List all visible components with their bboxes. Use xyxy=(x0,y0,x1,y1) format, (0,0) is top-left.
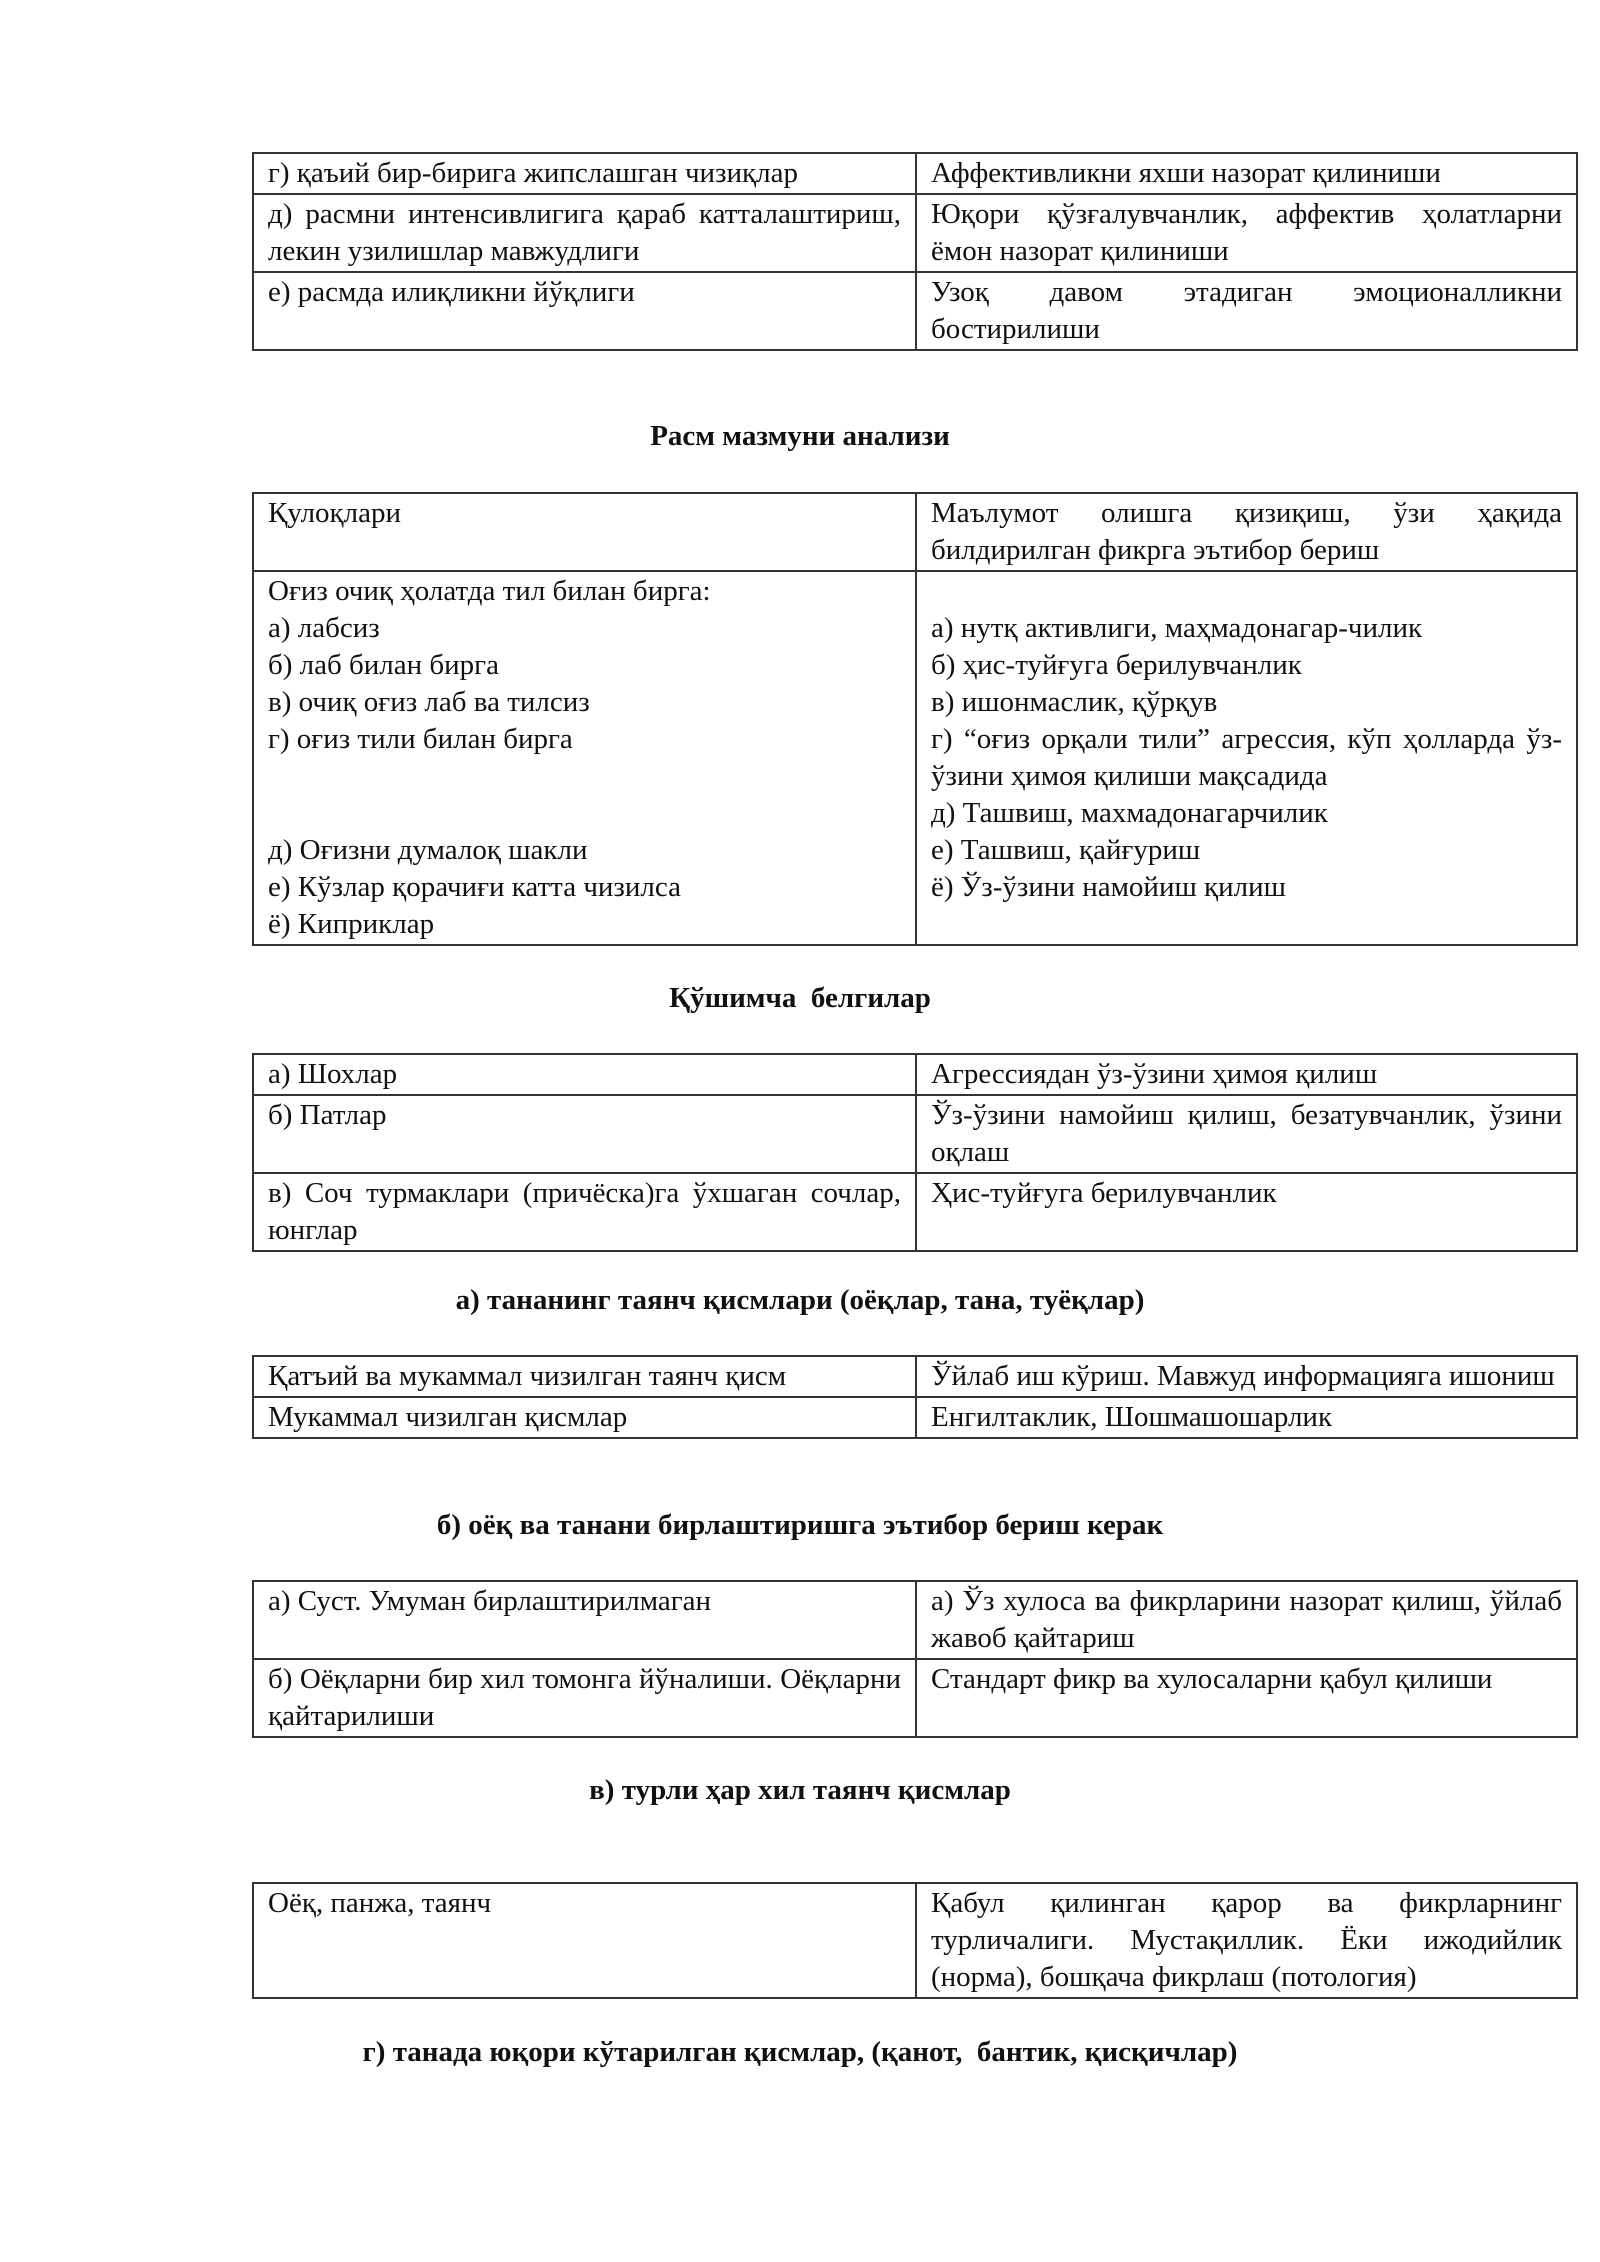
interpretation-table-lines xyxy=(252,152,1578,351)
section-heading: б) оёқ ва танани бирлаштиришга эътибор бериш керак xyxy=(436,1509,1164,1541)
cell-line: а) нутқ активлиги, маҳмадонагар-чилик xyxy=(931,612,1423,644)
table-cell: Маълумот олишга қизиқиш, ўзи ҳақида билдирилган фикрга эътибор бериш xyxy=(916,493,1577,571)
cell-line: г) оғиз тили билан бирга xyxy=(268,723,573,755)
various-support-parts-table xyxy=(252,1882,1578,1999)
support-parts-table xyxy=(252,1355,1578,1439)
section-heading: Расм мазмуни анализи xyxy=(650,420,950,452)
table-cell: д) расмни интенсивлигига қараб катталаштириш, лекин узилишлар мавжудлиги xyxy=(253,194,916,272)
table-cell: а) Суст. Умуман бирлаштирилмаган xyxy=(253,1581,916,1659)
table-cell-mouth-meanings xyxy=(916,571,1577,945)
table-cell: Ҳис-туйғуга берилувчанлик xyxy=(916,1173,1577,1251)
table-cell: Қатъий ва мукаммал чизилган таянч қисм xyxy=(253,1356,916,1397)
table-row xyxy=(253,493,1577,571)
table-row xyxy=(253,1356,1577,1397)
cell-line: е) Кўзлар қорачиғи катта чизилса xyxy=(268,871,681,903)
table-cell: Агрессиядан ўз-ўзини ҳимоя қилиш xyxy=(916,1054,1577,1095)
table-cell: Ўйлаб иш кўриш. Мавжуд информацияга ишониш xyxy=(916,1356,1577,1397)
section-heading: Қўшимча белгилар xyxy=(669,982,931,1014)
cell-line: в) очиқ оғиз лаб ва тилсиз xyxy=(268,686,590,718)
section-heading: г) танада юқори кўтарилган қисмлар, (қанот, бантик, қисқичлар) xyxy=(362,2036,1238,2068)
cell-line: ё) Ўз-ўзини намойиш қилиш xyxy=(931,871,1286,903)
cell-line: Оғиз очиқ ҳолатда тил билан бирга: xyxy=(268,575,711,607)
cell-line: д) Оғизни думалоқ шакли xyxy=(268,834,588,866)
table-row xyxy=(253,1173,1577,1251)
table-row xyxy=(253,1659,1577,1737)
cell-line: д) Ташвиш, махмадонагарчилик xyxy=(931,797,1328,829)
table-cell: а) Ўз хулоса ва фикрларини назорат қилиш, ўйлаб жавоб қайтариш xyxy=(916,1581,1577,1659)
cell-line xyxy=(268,758,901,795)
table-cell: Қабул қилинган қарор ва фикрларнинг турличалиги. Мустақиллик. Ёки ижодийлик (норма), бошқача фикрлаш (потология) xyxy=(916,1883,1577,1998)
cell-line xyxy=(931,573,1562,610)
table-row xyxy=(253,153,1577,194)
table-row xyxy=(253,571,1577,945)
section-heading: в) турли ҳар хил таянч қисмлар xyxy=(589,1774,1011,1806)
content-analysis-table xyxy=(252,492,1578,946)
cell-line: а) лабсиз xyxy=(268,612,380,644)
additional-signs-table xyxy=(252,1053,1578,1252)
section-heading: а) тананинг таянч қисмлари (оёқлар, тана, туёқлар) xyxy=(455,1284,1145,1316)
table-cell: Енгилтаклик, Шошмашошарлик xyxy=(916,1397,1577,1438)
cell-line: ё) Киприклар xyxy=(268,908,435,940)
table-row xyxy=(253,1581,1577,1659)
leg-body-connection-table xyxy=(252,1580,1578,1738)
table-row xyxy=(253,1054,1577,1095)
table-row xyxy=(253,1397,1577,1438)
table-cell: Қулоқлари xyxy=(253,493,916,571)
cell-line: г) “оғиз орқали тили” агрессия, кўп ҳолларда ўз-ўзини ҳимоя қилиши мақсадида xyxy=(931,723,1562,792)
cell-line: в) ишонмаслик, қўрқув xyxy=(931,686,1218,718)
table-cell: Узоқ давом этадиган эмоционалликни бостирилиши xyxy=(916,272,1577,350)
cell-line: б) лаб билан бирга xyxy=(268,649,499,681)
cell-line xyxy=(268,795,901,832)
table-row xyxy=(253,194,1577,272)
table-cell: б) Оёқларни бир хил томонга йўналиши. Оёқларни қайтарилиши xyxy=(253,1659,916,1737)
table-cell: е) расмда илиқликни йўқлиги xyxy=(253,272,916,350)
table-cell: б) Патлар xyxy=(253,1095,916,1173)
table-cell: Аффективликни яхши назорат қилиниши xyxy=(916,153,1577,194)
table-row xyxy=(253,1095,1577,1173)
table-cell: а) Шохлар xyxy=(253,1054,916,1095)
table-row xyxy=(253,1883,1577,1998)
table-row xyxy=(253,272,1577,350)
table-cell: Юқори қўзғалувчанлик, аффектив ҳолатларни ёмон назорат қилиниши xyxy=(916,194,1577,272)
table-cell: Стандарт фикр ва хулосаларни қабул қилиши xyxy=(916,1659,1577,1737)
table-cell: Оёқ, панжа, таянч xyxy=(253,1883,916,1998)
table-cell: Мукаммал чизилган қисмлар xyxy=(253,1397,916,1438)
cell-line: е) Ташвиш, қайғуриш xyxy=(931,834,1201,866)
cell-line: б) ҳис-туйғуга берилувчанлик xyxy=(931,649,1302,681)
table-cell: г) қаъий бир-бирига жипслашган чизиқлар xyxy=(253,153,916,194)
table-cell-mouth-features xyxy=(253,571,916,945)
table-cell: Ўз-ўзини намойиш қилиш, безатувчанлик, ўзини оқлаш xyxy=(916,1095,1577,1173)
table-cell: в) Соч турмаклари (причёска)га ўхшаган сочлар, юнглар xyxy=(253,1173,916,1251)
